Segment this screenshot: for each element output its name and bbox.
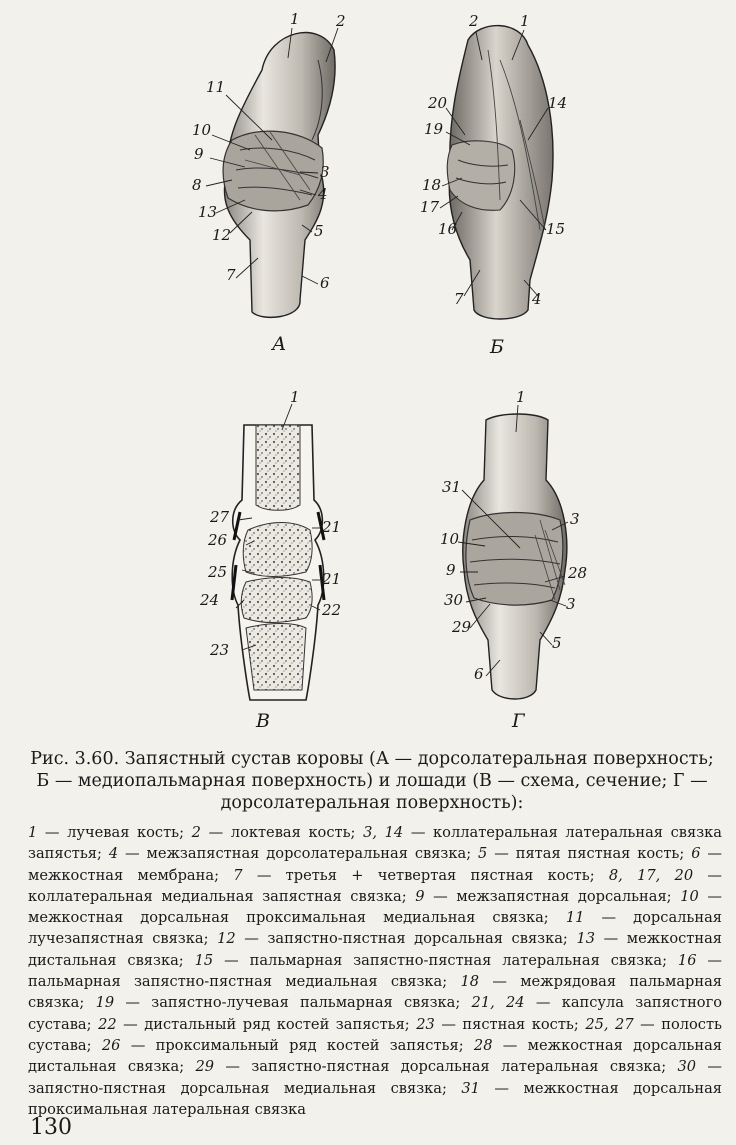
label-a-10: 10 bbox=[192, 121, 212, 139]
label-c-21-bottom: 21 bbox=[322, 570, 342, 588]
legend-item: 1 — лучевая кость; bbox=[28, 824, 192, 841]
legend-item: 6 — межкостная мембрана; bbox=[28, 845, 722, 884]
panel-letter-d: Г bbox=[512, 710, 525, 732]
figure-legend bbox=[28, 822, 722, 1120]
label-d-6: 6 bbox=[474, 665, 484, 683]
label-d-3-bottom: 3 bbox=[566, 595, 576, 613]
label-a-12: 12 bbox=[212, 226, 232, 244]
panel-c-drawing bbox=[232, 425, 324, 700]
legend-item: 5 — пятая пястная кость; bbox=[478, 845, 692, 863]
label-c-23: 23 bbox=[210, 641, 230, 659]
legend-item: 26 — проксимальный ряд костей запястья; bbox=[101, 1036, 474, 1054]
label-b-15: 15 bbox=[546, 220, 566, 238]
legend-item: 15 — пальмарная запястно-пястная латеральная связка; bbox=[194, 951, 678, 969]
label-d-10: 10 bbox=[440, 530, 460, 548]
caption-line: Б — медиопальмарная поверхность) и лошади (В — схема, сечение; Г — bbox=[36, 771, 708, 791]
page-number: 130 bbox=[30, 1115, 72, 1140]
label-b-18: 18 bbox=[422, 176, 442, 194]
label-a-13: 13 bbox=[198, 203, 218, 221]
label-c-25: 25 bbox=[208, 563, 228, 581]
legend-item: 29 — запястно-пястная дорсальная латеральная связка; bbox=[195, 1058, 678, 1076]
label-d-30: 30 bbox=[444, 591, 464, 609]
panel-letter-a: А bbox=[272, 333, 287, 355]
legend-item: 12 — запястно-пястная дорсальная связка; bbox=[217, 930, 577, 948]
label-c-1: 1 bbox=[290, 388, 300, 406]
label-d-9: 9 bbox=[446, 561, 456, 579]
caption-line: дорсолатеральная поверхность): bbox=[220, 793, 524, 813]
legend-item: 4 — межзапястная дорсолатеральная связка; bbox=[108, 845, 479, 863]
label-a-6: 6 bbox=[320, 274, 330, 292]
label-a-11: 11 bbox=[206, 78, 226, 96]
label-b-7: 7 bbox=[454, 290, 464, 308]
label-d-5: 5 bbox=[552, 634, 562, 652]
label-d-1: 1 bbox=[516, 388, 526, 406]
legend-item: 8, 17, 20 — коллатеральная медиальная запястная связка; bbox=[28, 866, 723, 905]
legend-item: 21, 24 — капсула запястного сустава; bbox=[28, 994, 723, 1033]
legend-item: 22 — дистальный ряд костей запястья; bbox=[98, 1015, 417, 1033]
label-c-22: 22 bbox=[322, 601, 342, 619]
label-a-5: 5 bbox=[314, 222, 324, 240]
label-d-3-top: 3 bbox=[570, 510, 580, 528]
legend-item: 16 — пальмарная запястно-пястная медиальная связка; bbox=[28, 951, 722, 991]
panel-letter-b: Б bbox=[490, 336, 504, 358]
panel-b-drawing bbox=[447, 26, 553, 319]
caption-line: Рис. 3.60. Запястный сустав коровы (А — дорсолатеральная поверхность; bbox=[30, 749, 714, 769]
label-a-9: 9 bbox=[194, 145, 204, 163]
label-c-24: 24 bbox=[200, 591, 220, 609]
label-d-28: 28 bbox=[568, 564, 588, 582]
legend-item: 28 — межкостная дорсальная дистальная связка; bbox=[28, 1036, 722, 1076]
label-c-26: 26 bbox=[208, 531, 228, 549]
legend-item: 19 — запястно-лучевая пальмарная связка; bbox=[95, 994, 472, 1012]
label-a-1: 1 bbox=[290, 10, 300, 28]
label-a-4: 4 bbox=[318, 185, 328, 203]
label-b-4: 4 bbox=[532, 290, 542, 308]
legend-item: 31 — межкостная дорсальная проксимальная латеральная связка bbox=[28, 1079, 722, 1118]
legend-item: 11 — дорсальная лучезапястная связка; bbox=[28, 909, 722, 948]
legend-item: 25, 27 — полость сустава; bbox=[28, 1015, 722, 1054]
label-b-17: 17 bbox=[420, 198, 440, 216]
label-b-16: 16 bbox=[438, 220, 458, 238]
label-a-7: 7 bbox=[226, 266, 236, 284]
label-a-3: 3 bbox=[320, 163, 330, 181]
panel-d-drawing bbox=[463, 414, 567, 699]
legend-item: 9 — межзапястная дорсальная; bbox=[415, 887, 681, 905]
label-b-19: 19 bbox=[424, 120, 444, 138]
label-d-31: 31 bbox=[442, 478, 462, 496]
legend-item: 18 — межрядовая пальмарная связка; bbox=[28, 973, 722, 1012]
label-b-14: 14 bbox=[548, 94, 568, 112]
label-c-27: 27 bbox=[210, 508, 230, 526]
legend-item: 3, 14 — коллатеральная латеральная связка запястья; bbox=[28, 824, 723, 863]
legend-item: 13 — межкостная дистальная связка; bbox=[28, 930, 722, 969]
label-c-21-top: 21 bbox=[322, 518, 342, 536]
legend-item: 10 — межкостная дорсальная проксимальная медиальная связка; bbox=[28, 887, 722, 927]
legend-item: 7 — третья + четвертая пястная кость; bbox=[233, 866, 609, 884]
label-b-20: 20 bbox=[428, 94, 448, 112]
label-b-2: 2 bbox=[469, 12, 479, 30]
legend-item: 23 — пястная кость; bbox=[416, 1015, 586, 1033]
legend-item: 2 — локтевая кость; bbox=[191, 824, 364, 841]
legend-item: 30 — запястно-пястная дорсальная медиальная связка; bbox=[28, 1058, 722, 1097]
panel-letter-c: В bbox=[256, 710, 270, 732]
label-a-8: 8 bbox=[192, 176, 202, 194]
figure-caption bbox=[22, 748, 722, 814]
label-d-29: 29 bbox=[452, 618, 472, 636]
label-a-2: 2 bbox=[336, 12, 346, 30]
label-b-1: 1 bbox=[520, 12, 530, 30]
